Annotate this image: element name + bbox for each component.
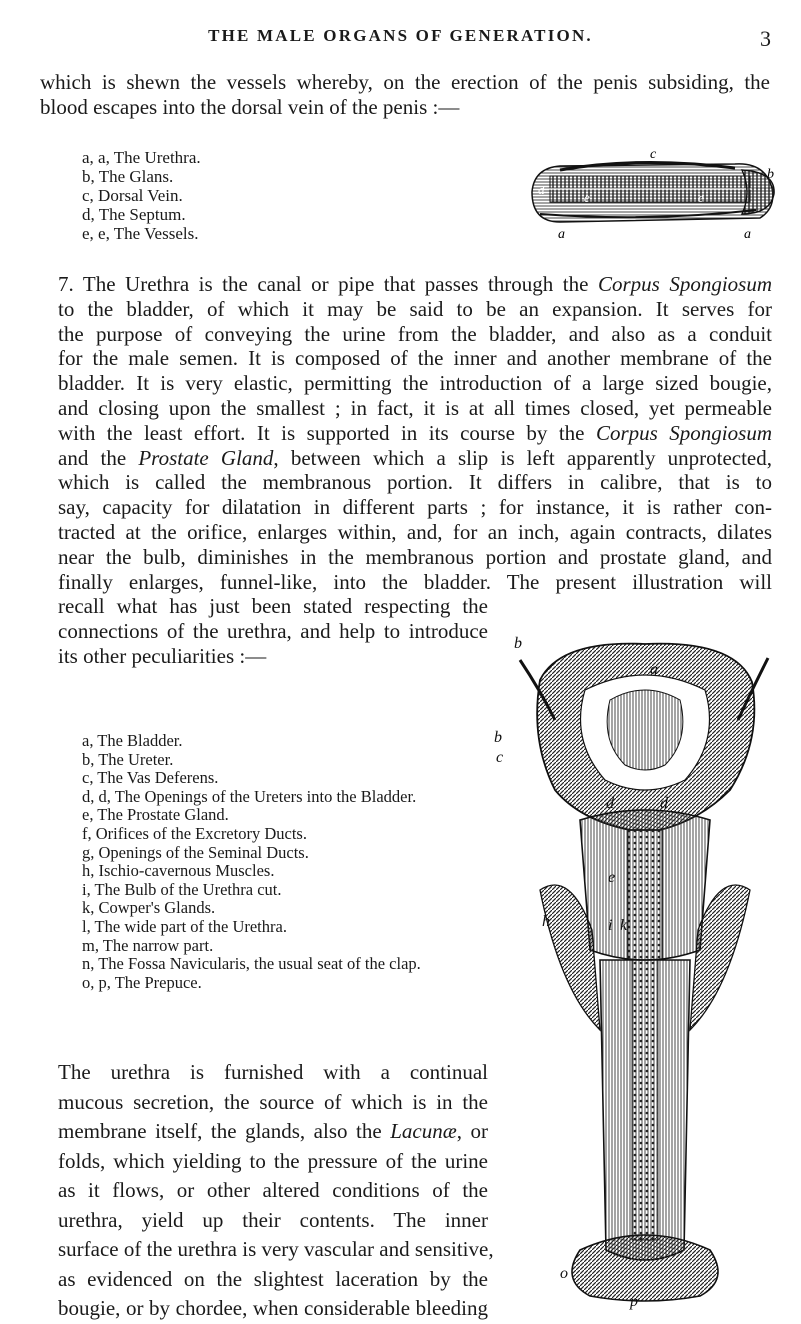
text-line: with the least effort. It is supported in its course by the Corpus Spongiosum <box>58 420 772 445</box>
legend-item: c, Dorsal Vein. <box>82 186 183 205</box>
fig2-label-e: e <box>608 869 616 886</box>
legend-item: b, The Ureter. <box>82 749 174 769</box>
text-line: blood escapes into the dorsal vein of the penis :— <box>40 95 460 119</box>
legend-item: m, The narrow part. <box>82 935 214 955</box>
legend-item: n, The Fossa Navicularis, the usual seat of the clap. <box>82 954 421 974</box>
fig1-label-a: a <box>558 227 565 242</box>
fig1-label-a: a <box>744 227 751 242</box>
text-line: and closing upon the smallest ; in fact, it is at all times closed, yet permeable <box>58 395 772 420</box>
text-line: to the bladder, of which it may be said to be an expansion. It serves for <box>58 296 772 321</box>
text-line: say, capacity for dilatation in different parts ; for instance, it is rather con- <box>58 495 772 520</box>
text-line: membrane itself, the glands, also the Lacunæ, or <box>58 1119 488 1143</box>
legend-item: b, The Glans. <box>82 167 174 186</box>
legend-item: o, p, The Prepuce. <box>82 972 202 992</box>
figure-2-drawing <box>494 630 790 1310</box>
legend-item: c, The Vas Deferens. <box>82 768 219 788</box>
figure-2-bladder-urethra <box>494 630 790 1310</box>
fig1-label-b: b <box>767 167 774 182</box>
text-line: as evidenced on the slightest laceration by the <box>58 1266 488 1291</box>
text-line: bougie, or by chordee, when considerable bleeding <box>58 1296 488 1320</box>
figure-1-legend <box>82 148 201 243</box>
legend-item: f, Orifices of the Excretory Ducts. <box>82 823 307 843</box>
legend-item: a, a, The Urethra. <box>82 148 201 167</box>
text-line: tracted at the orifice, enlarges within, and, for an inch, again contracts, dilates <box>58 519 772 544</box>
fig2-label-c: c <box>496 749 504 766</box>
text-line: urethra, yield up their contents. The inner <box>58 1207 488 1232</box>
page-number: 3 <box>760 26 771 51</box>
fig1-label-e: e <box>698 190 704 205</box>
legend-item: g, Openings of the Seminal Ducts. <box>82 842 309 862</box>
fig1-label-e: e <box>584 190 590 205</box>
fig1-label-d: d <box>538 182 545 197</box>
running-title: THE MALE ORGANS OF GENERATION. <box>208 26 593 45</box>
figure-1-drawing <box>520 148 782 244</box>
legend-item: h, Ischio-cavernous Muscles. <box>82 861 275 881</box>
fig2-label-b: b <box>514 635 522 652</box>
intro-paragraph <box>40 70 770 120</box>
legend-item: e, The Prostate Gland. <box>82 805 229 825</box>
text-line: The urethra is furnished with a continual <box>58 1060 488 1084</box>
text-line: its other peculiarities :— <box>58 643 267 668</box>
text-line: bladder. It is very elastic, permitting the introduction of a large sized bougie, <box>58 371 772 396</box>
figure-2-legend <box>82 732 421 992</box>
fig1-label-c: c <box>650 147 657 162</box>
fig2-label-o: o <box>560 1265 568 1282</box>
legend-item: k, Cowper's Glands. <box>82 898 216 918</box>
secretion-paragraph <box>58 1058 494 1324</box>
fig2-label-h: h <box>542 913 550 930</box>
text-line: mucous secretion, the source of which is in the <box>58 1089 488 1114</box>
fig2-label-k: k <box>620 917 628 934</box>
text-line: 7. The Urethra is the canal or pipe that passes through the Corpus Spongiosum <box>58 272 772 296</box>
text-line: surface of the urethra is very vascular and sensitive, <box>58 1237 494 1261</box>
legend-item: d, The Septum. <box>82 205 186 224</box>
legend-item: l, The wide part of the Urethra. <box>82 916 287 936</box>
fig2-label-d: d <box>606 795 614 812</box>
fig2-label-a: a <box>650 661 658 678</box>
legend-item: d, d, The Openings of the Ureters into the Bladder. <box>82 786 417 806</box>
text-line: and the Prostate Gland, between which a slip is left apparently unprotected, <box>58 445 772 470</box>
fig2-label-i: i <box>608 917 613 934</box>
text-line: folds, which yielding to the pressure of the urine <box>58 1148 488 1173</box>
text-line: which is shewn the vessels whereby, on the erection of the penis subsiding, the <box>40 70 770 94</box>
legend-item: a, The Bladder. <box>82 731 183 750</box>
text-line: which is called the membranous portion. It differs in calibre, that is to <box>58 470 772 495</box>
text-line: as it flows, or other altered conditions of the <box>58 1178 488 1202</box>
fig2-label-d: d <box>660 795 668 812</box>
urethra-paragraph <box>58 272 772 669</box>
text-line: for the male semen. It is composed of the inner and another membrane of the <box>58 346 772 371</box>
running-head <box>0 26 801 50</box>
text-line: the purpose of conveying the urine from the bladder, and also as a conduit <box>58 321 772 346</box>
figure-1-penis-section <box>520 148 782 244</box>
legend-item: i, The Bulb of the Urethra cut. <box>82 879 282 899</box>
text-line: recall what has just been stated respecting the <box>58 594 488 619</box>
text-line: near the bulb, diminishes in the membranous portion and prostate gland, and <box>58 544 772 569</box>
fig2-label-b: b <box>494 729 502 746</box>
text-line: finally enlarges, funnel-like, into the bladder. The present illustration will <box>58 569 772 594</box>
fig2-label-p: p <box>630 1293 638 1310</box>
legend-item: e, e, The Vessels. <box>82 224 199 243</box>
text-line: connections of the urethra, and help to introduce <box>58 619 488 644</box>
